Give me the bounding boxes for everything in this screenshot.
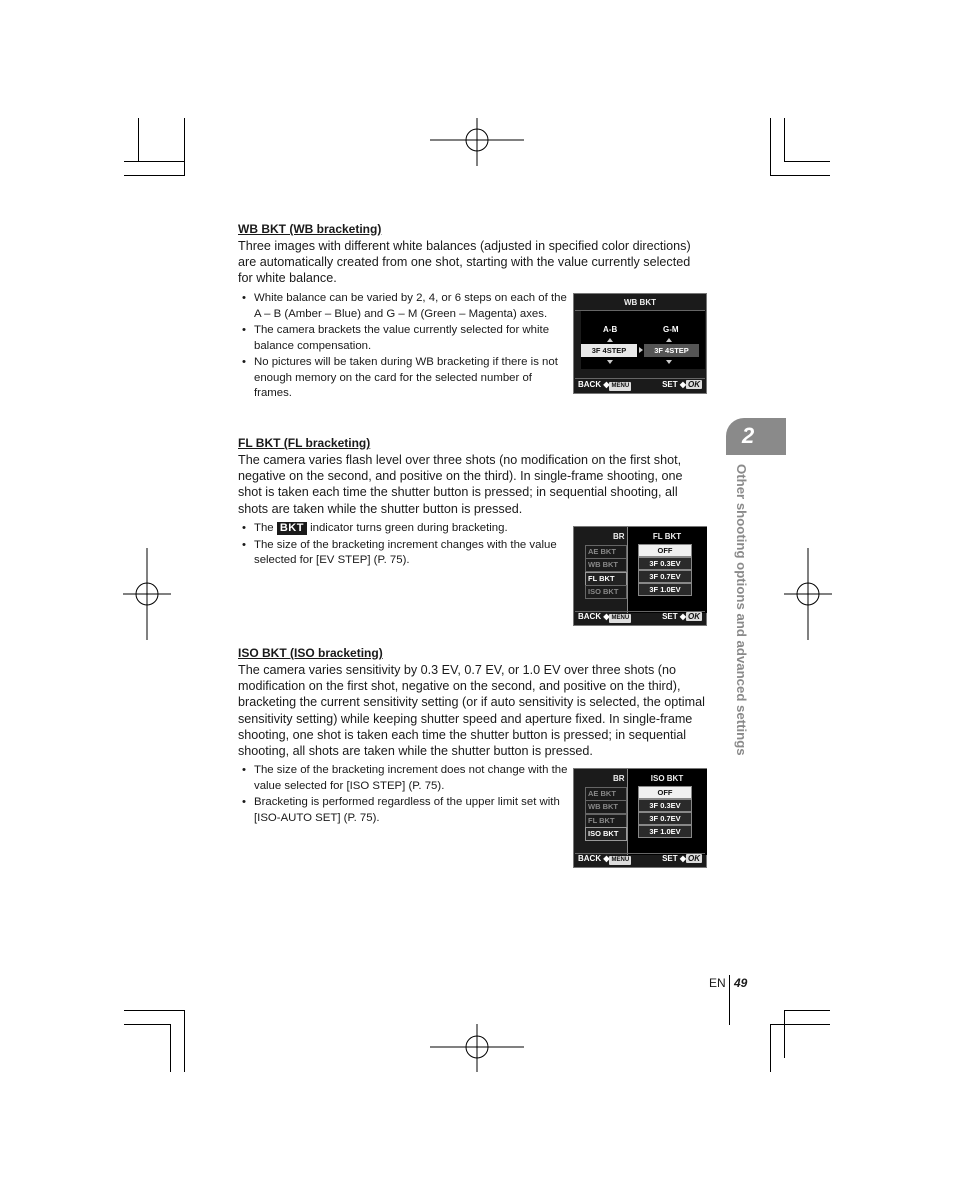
chapter-tab — [726, 418, 786, 455]
panel-title: ISO BKT — [650, 774, 684, 783]
back-hint[interactable]: BACK ◆ MENU — [578, 854, 630, 863]
ab-value[interactable]: 3F 4STEP — [581, 344, 637, 357]
ok-button-icon: OK — [688, 854, 700, 863]
option-0-7ev[interactable]: 3F 0.7EV — [638, 570, 692, 583]
right-arrow-icon — [639, 347, 643, 353]
fl-bkt-heading: FL BKT (FL bracketing) — [238, 436, 371, 450]
axis-label-gm: G-M — [663, 325, 679, 334]
iso-bkt-screen — [573, 768, 707, 868]
set-hint[interactable]: SET ◆ OK — [662, 380, 700, 389]
page-number: 49 — [734, 976, 748, 990]
chapter-title: Other shooting options and advanced settings — [734, 464, 749, 756]
option-0-7ev[interactable]: 3F 0.7EV — [638, 812, 692, 825]
list-item: • The size of the bracketing increment does not change with the value selected for [ISO STEP] (P. 75). — [238, 763, 568, 794]
up-arrow-icon — [666, 338, 672, 342]
screen-left-title: BR — [613, 774, 625, 783]
option-0-3ev[interactable]: 3F 0.3EV — [638, 557, 692, 570]
list-item: • The BKT indicator turns green during bracketing. — [238, 521, 558, 537]
axis-label-ab: A-B — [603, 325, 618, 334]
list-item: • No pictures will be taken during WB bracketing if there is not enough memory on the card for the selected number of frames. — [238, 355, 570, 402]
option-off[interactable]: OFF — [638, 544, 692, 557]
fl-bkt-paragraph: The camera varies flash level over three shots (no modification on the first shot, negative on the second, and positive on the third). In single-frame shooting, one shot is taken each time the shutter button is pressed; in sequential shooting, all shots are taken while the shutter button is pressed. — [238, 453, 683, 516]
registration-mark-left — [123, 548, 171, 640]
menu-item-fl-bkt[interactable]: FL BKT — [585, 572, 627, 586]
list-item: • Bracketing is performed regardless of the upper limit set with [ISO-AUTO SET] (P. 75). — [238, 795, 568, 826]
panel-title: FL BKT — [652, 532, 682, 541]
iso-bkt-paragraph: The camera varies sensitivity by 0.3 EV, 0.7 EV, or 1.0 EV over three shots (no modification on the first shot, negative on the second, and positive on the third), bracketing the current sensitivity setting (or if auto sensitivity is selected, the optimal sensitivity setting) while keeping shutter speed and aperture fixed. In single-frame shooting, one shot is taken each time the shutter button is pressed; in sequential shooting, all shots are taken while the shutter button is pressed. — [238, 663, 705, 759]
registration-mark-right — [784, 548, 832, 640]
menu-item-iso-bkt[interactable]: ISO BKT — [585, 827, 627, 841]
down-arrow-icon — [666, 360, 672, 364]
wb-bkt-screen — [573, 293, 707, 394]
menu-button-icon: MENU — [611, 383, 630, 389]
screen-footer — [578, 854, 702, 865]
menu-item-wb-bkt[interactable]: WB BKT — [585, 558, 627, 572]
option-1-0ev[interactable]: 3F 1.0EV — [638, 583, 692, 596]
registration-mark-bottom — [430, 1024, 524, 1072]
chapter-number: 2 — [742, 423, 755, 448]
option-0-3ev[interactable]: 3F 0.3EV — [638, 799, 692, 812]
wb-bkt-bullets — [238, 291, 570, 403]
up-arrow-icon — [607, 338, 613, 342]
screen-footer — [578, 380, 702, 391]
set-hint[interactable]: SET ◆ OK — [662, 612, 700, 621]
menu-button-icon: MENU — [611, 615, 630, 621]
screen-title: WB BKT — [624, 298, 656, 307]
iso-bkt-bullets — [238, 763, 568, 827]
fl-bkt-bullets — [238, 521, 558, 570]
menu-item-ae-bkt[interactable]: AE BKT — [585, 545, 627, 559]
registration-mark-top — [430, 118, 524, 166]
wb-bkt-paragraph: Three images with different white balances (adjusted in specified color directions) are automatically created from one shot, starting with the value currently selected for white balance. — [238, 239, 691, 286]
option-1-0ev[interactable]: 3F 1.0EV — [638, 825, 692, 838]
set-hint[interactable]: SET ◆ OK — [662, 854, 700, 863]
gm-value[interactable]: 3F 4STEP — [644, 344, 699, 357]
list-item: • The camera brackets the value currently selected for white balance compensation. — [238, 323, 570, 354]
list-item: • White balance can be varied by 2, 4, or 6 steps on each of the A – B (Amber – Blue) and G – M (Green – Magenta) axes. — [238, 291, 570, 322]
menu-item-fl-bkt[interactable]: FL BKT — [585, 814, 627, 828]
menu-item-wb-bkt[interactable]: WB BKT — [585, 800, 627, 814]
bkt-indicator-icon: BKT — [277, 522, 307, 535]
option-off[interactable]: OFF — [638, 786, 692, 799]
back-hint[interactable]: BACK ◆ MENU — [578, 612, 630, 621]
down-arrow-icon — [607, 360, 613, 364]
wb-bkt-heading: WB BKT (WB bracketing) — [238, 222, 382, 236]
menu-item-ae-bkt[interactable]: AE BKT — [585, 787, 627, 801]
ok-button-icon: OK — [688, 612, 700, 621]
menu-button-icon: MENU — [611, 857, 630, 863]
footer-divider — [729, 975, 730, 1025]
language-code: EN — [709, 976, 726, 990]
menu-item-iso-bkt[interactable]: ISO BKT — [585, 585, 627, 599]
iso-bkt-heading: ISO BKT (ISO bracketing) — [238, 646, 383, 660]
fl-bkt-screen — [573, 526, 707, 626]
back-hint[interactable]: BACK ◆ MENU — [578, 380, 630, 389]
screen-left-title: BR — [613, 532, 625, 541]
screen-footer — [578, 612, 702, 623]
ok-button-icon: OK — [688, 380, 700, 389]
list-item: • The size of the bracketing increment changes with the value selected for [EV STEP] (P. 75). — [238, 538, 558, 569]
